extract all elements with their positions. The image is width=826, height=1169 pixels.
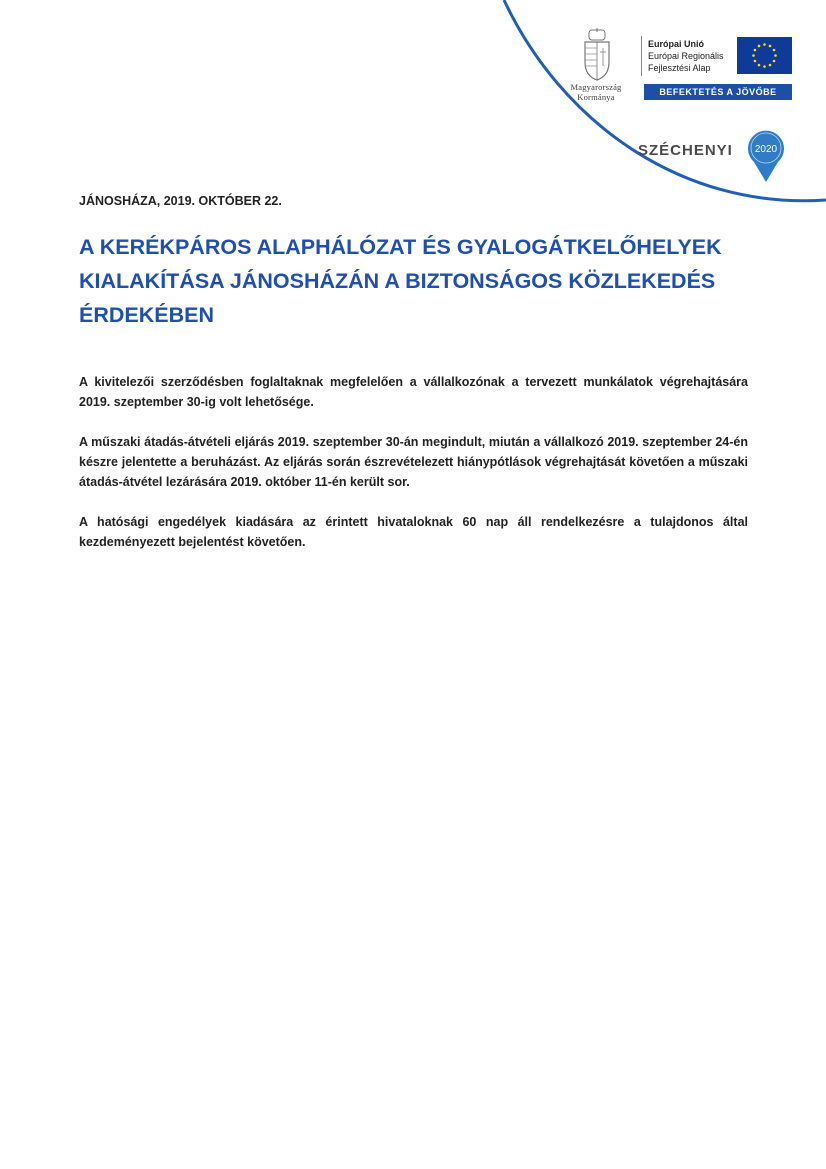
szechenyi-label: SZÉCHENYI bbox=[638, 142, 733, 159]
eu-star bbox=[774, 54, 777, 57]
szechenyi-2020-pin-icon bbox=[746, 128, 786, 184]
eu-star bbox=[769, 64, 772, 67]
eu-fund-text bbox=[648, 38, 724, 74]
eu-star bbox=[758, 64, 761, 67]
eu-star bbox=[773, 60, 776, 63]
eu-star bbox=[754, 60, 757, 63]
paragraph-1: A kivitelezői szerződésben foglaltaknak megfelelően a vállalkozónak a tervezett munkálatok végrehajtására 2019. szeptember 30-ig volt lehetősége. bbox=[79, 375, 748, 409]
government-logo-text bbox=[548, 82, 644, 102]
eu-star bbox=[763, 43, 766, 46]
eu-fund-line2: Fejlesztési Alap bbox=[648, 63, 711, 73]
date-line: JÁNOSHÁZA, 2019. OKTÓBER 22. bbox=[79, 194, 282, 208]
eu-star bbox=[763, 65, 766, 68]
eu-flag-icon bbox=[737, 37, 792, 74]
hungarian-coat-of-arms-icon bbox=[580, 28, 614, 82]
eu-star bbox=[754, 49, 757, 52]
eu-star bbox=[758, 45, 761, 48]
eu-star bbox=[769, 45, 772, 48]
eu-star bbox=[773, 49, 776, 52]
eu-fund-line1: Európai Regionális bbox=[648, 51, 724, 61]
headline: A KERÉKPÁROS ALAPHÁLÓZAT ÉS GYALOGÁTKELŐHELYEK KIALAKÍTÁSA JÁNOSHÁZÁN A BIZTONSÁGOS KÖZLEKEDÉS ÉRDEKÉBEN bbox=[79, 235, 722, 327]
paragraph-3: A hatósági engedélyek kiadására az érintett hivataloknak 60 nap áll rendelkezésre a tulajdonos által kezdeményezett bejelentést követően. bbox=[79, 515, 748, 549]
government-logo-line2: Kormánya bbox=[577, 92, 615, 102]
eu-block-divider bbox=[641, 36, 642, 76]
government-logo-line1: Magyarország bbox=[570, 82, 622, 92]
paragraph-2: A műszaki átadás-átvételi eljárás 2019. szeptember 30-án megindult, miután a vállalkozó 2019. szeptember 24-én készre jelentette a beruházást. Az eljárás során észrevételezett hiánypótlások végrehajtását követően a műszaki átadás-átvétel lezárására 2019. október 11-én került sor. bbox=[79, 435, 748, 489]
eu-title: Európai Unió bbox=[648, 39, 704, 49]
befektetes-banner: BEFEKTETÉS A JÖVŐBE bbox=[644, 84, 792, 100]
eu-star bbox=[752, 54, 755, 57]
szechenyi-year: 2020 bbox=[754, 144, 778, 155]
